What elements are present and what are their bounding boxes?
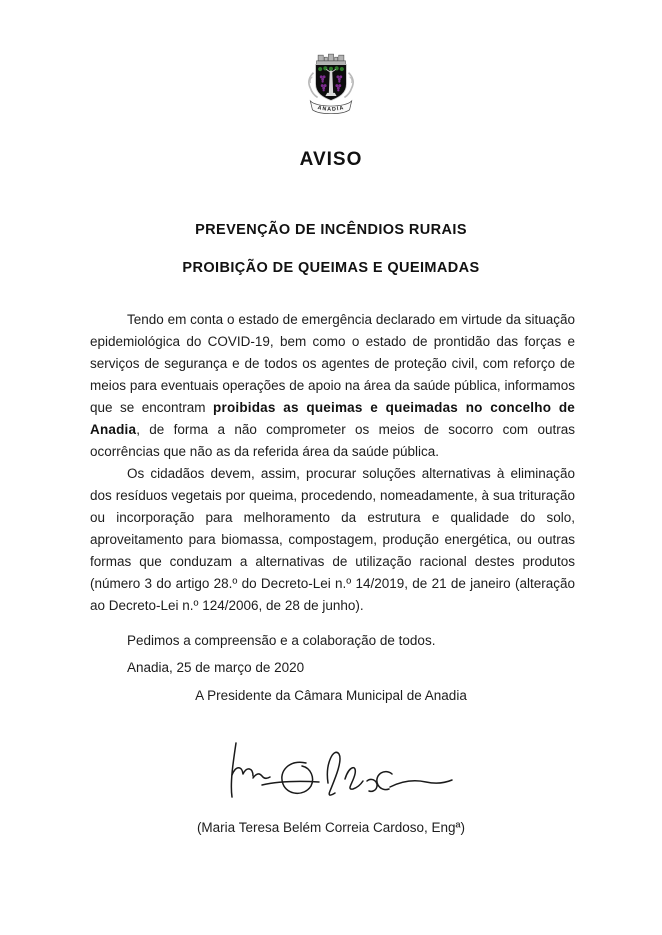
dateline: Anadia, 25 de março de 2020: [127, 660, 305, 675]
crest-container: [0, 0, 662, 121]
notice-subtitle-prohibition: PROIBIÇÃO DE QUEIMAS E QUEIMADAS: [182, 260, 480, 276]
anadia-coat-of-arms-icon: [302, 50, 360, 116]
banner-text: ANADIA: [316, 104, 346, 113]
paragraph-1-lead: Tendo em conta o estado de emergência declarado em virtude da situação epidemiológica do COVID-19, bem como o estado de prontidão das forças e serviços de segurança e de todos os agentes de proteção civil, com reforço de meios para eventuais operações de apoio na área da saúde pública, informamos que se encontram: [90, 312, 575, 415]
banner-ribbon-icon: [310, 101, 351, 114]
handwritten-signature-icon: [206, 733, 456, 811]
notice-title: AVISO: [299, 149, 363, 170]
paragraph-1-tail: , de forma a não comprometer os meios de socorro com outras ocorrências que não as da referida área da saúde pública.: [90, 422, 575, 459]
mural-crown-icon: [317, 54, 346, 64]
body-text: [90, 309, 575, 679]
paragraph-2: Os cidadãos devem, assim, procurar soluções alternativas à eliminação dos resíduos vegetais por queima, procedendo, nomeadamente, à sua trituração ou incorporação para melhoramento da estrutura e qualidade do solo, aproveitamento para biomassa, compostagem, produção energética, ou outras formas que conduzam a alternativas de utilização racional destes produtos (número 3 do artigo 28.º do Decreto-Lei n.º 14/2019, de 21 de janeiro (alteração ao Decreto-Lei n.º 124/2006, de 28 de junho).: [90, 466, 575, 613]
signer-title: A Presidente da Câmara Municipal de Anadia: [195, 688, 467, 703]
signature-container: [0, 733, 662, 816]
paragraph-1: [90, 309, 575, 463]
signer-name: (Maria Teresa Belém Correia Cardoso, Engª): [196, 820, 466, 835]
paragraph-1-bold-prohibition: proibidas as queimas e queimadas no concelho de Anadia: [90, 400, 575, 437]
closing-line: Pedimos a compreensão e a colaboração de todos.: [127, 633, 436, 648]
notice-subtitle-prevention: PREVENÇÃO DE INCÊNDIOS RURAIS: [195, 222, 467, 238]
